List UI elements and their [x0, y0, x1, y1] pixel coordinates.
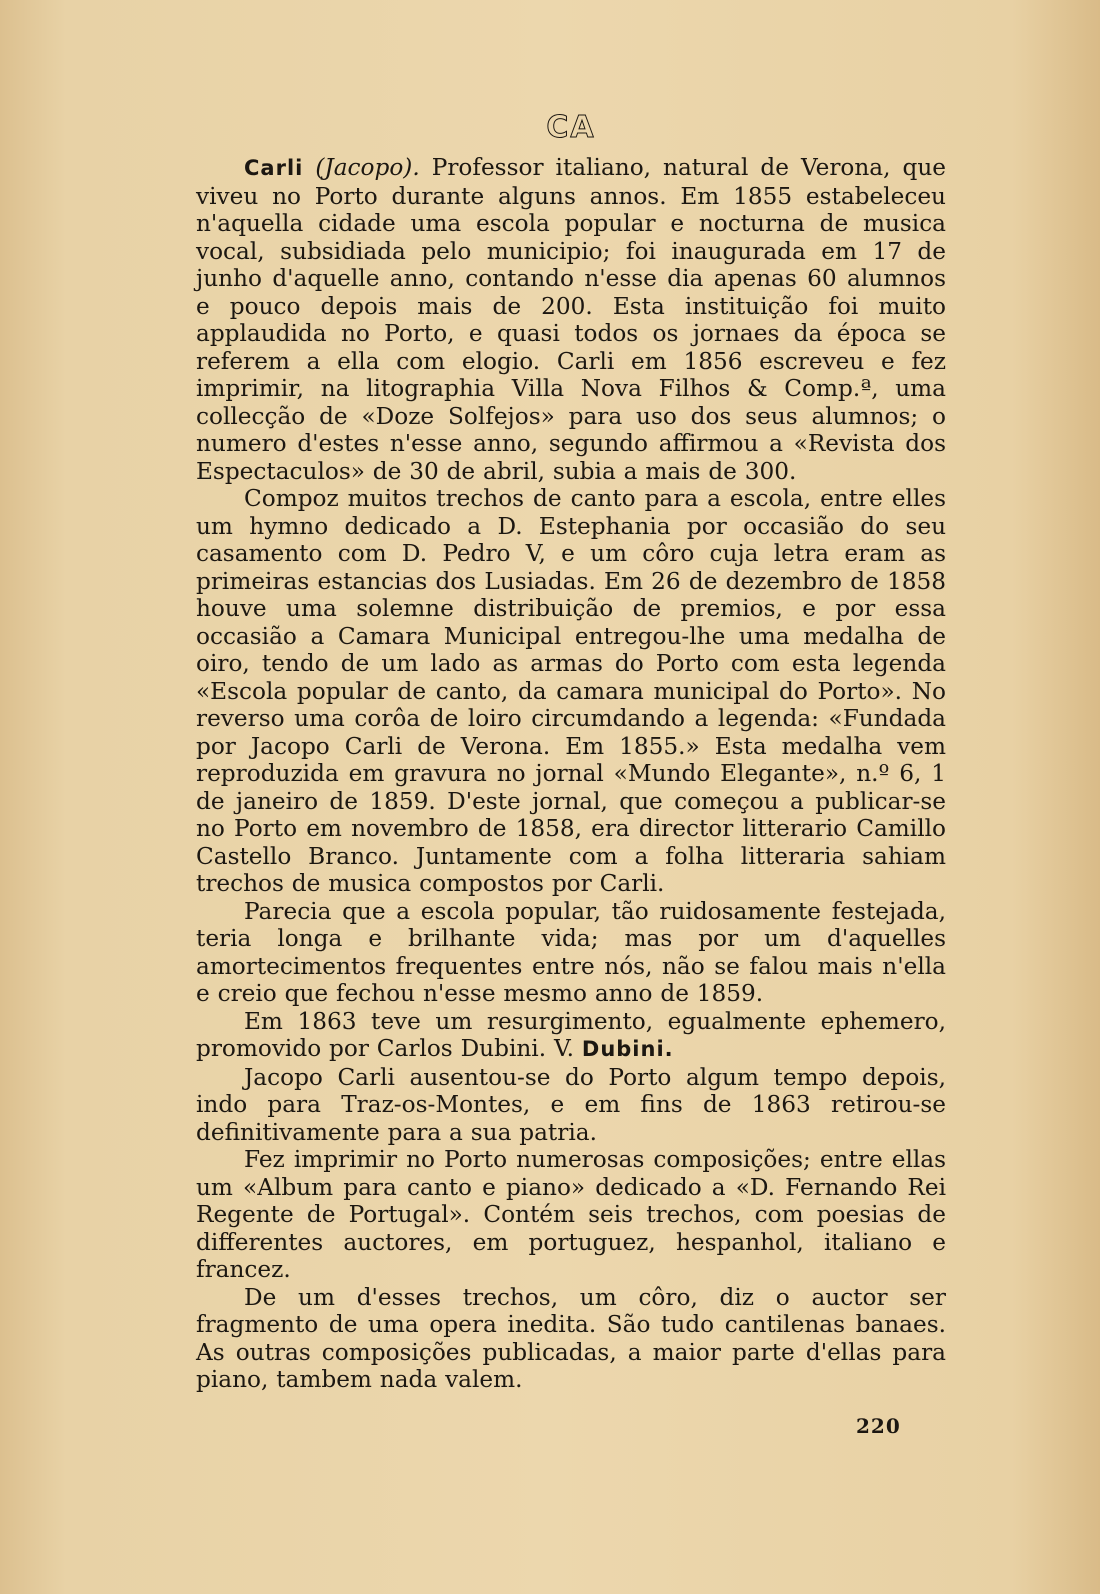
paragraph: Compoz muitos trechos de canto para a escola, entre elles um hymno dedicado a D. Estephania por occasião do seu casamento com D. Pedro V, e um côro cuja letra eram as primeiras estancias dos Lusiadas. Em 26 de dezembro de 1858 houve uma solemne distribuição de premios, e por essa occasião a Camara Municipal entregou-lhe uma medalha de oiro, tendo de um lado as armas do Porto com esta legenda «Escola popular de canto, da camara municipal do Porto». No reverso uma corôa de loiro circumdando a legenda: «Fundada por Jacopo Carli de Verona. Em 1855.» Esta medalha vem reproduzida em gravura no jornal «Mundo Elegante», n.º 6, 1 de janeiro de 1859. D'este jornal, que começou a publicar-se no Porto em novembro de 1858, era director litterario Camillo Castello Branco. Juntamente com a folha litteraria sahiam trechos de musica compostos por Carli.	[196, 485, 946, 897]
paragraph	[196, 1008, 946, 1064]
headword: Carli	[244, 156, 304, 180]
entry-text	[196, 154, 946, 1394]
paragraph: De um d'esses trechos, um côro, diz o auctor ser fragmento de uma opera inedita. São tudo cantilenas banaes. As outras composições publicadas, a maior parte d'ellas para piano, tambem nada valem.	[196, 1283, 946, 1393]
book-page	[196, 108, 946, 1558]
paragraph-text: Professor italiano, natural de Verona, que viveu no Porto durante alguns annos. Em 1855 estabeleceu n'aquella cidade uma escola popular e nocturna de musica vocal, subsidiada pelo municipio; foi inaugurada em 17 de junho d'aquelle anno, contando n'esse dia apenas 60 alumnos e pouco depois mais de 200. Esta instituição foi muito applaudida no Porto, e quasi todos os jornaes da época se referem a ella com elogio. Carli em 1856 escreveu e fez imprimir, na litographia Villa Nova Filhos & Comp.ª, uma collecção de «Doze Solfejos» para uso dos seus alumnos; o numero d'estes n'esse anno, segundo affirmou a «Revista dos Espectaculos» de 30 de abril, subia a mais de 300.	[196, 154, 947, 485]
paragraph: Jacopo Carli ausentou-se do Porto algum tempo depois, indo para Traz-os-Montes, e em fins de 1863 retirou-se definitivamente para a sua patria.	[196, 1063, 946, 1146]
given-name: (Jacopo).	[315, 154, 420, 181]
page-number: 220	[856, 1414, 901, 1438]
running-head: CA	[546, 110, 596, 145]
paragraph: Fez imprimir no Porto numerosas composições; entre ellas um «Album para canto e piano» dedicado a «D. Fernando Rei Regente de Portugal». Contém seis trechos, com poesias de differentes auctores, em portuguez, hespanhol, italiano e francez.	[196, 1146, 946, 1283]
cross-reference: Dubini.	[581, 1037, 674, 1061]
paragraph	[196, 154, 946, 485]
paragraph: Parecia que a escola popular, tão ruidosamente festejada, teria longa e brilhante vida; mas por um d'aquelles amortecimentos frequentes entre nós, não se falou mais n'ella e creio que fechou n'esse mesmo anno de 1859.	[196, 897, 946, 1007]
paragraph-text: Em 1863 teve um resurgimento, egualmente ephemero, promovido por Carlos Dubini. V.	[196, 1007, 946, 1062]
